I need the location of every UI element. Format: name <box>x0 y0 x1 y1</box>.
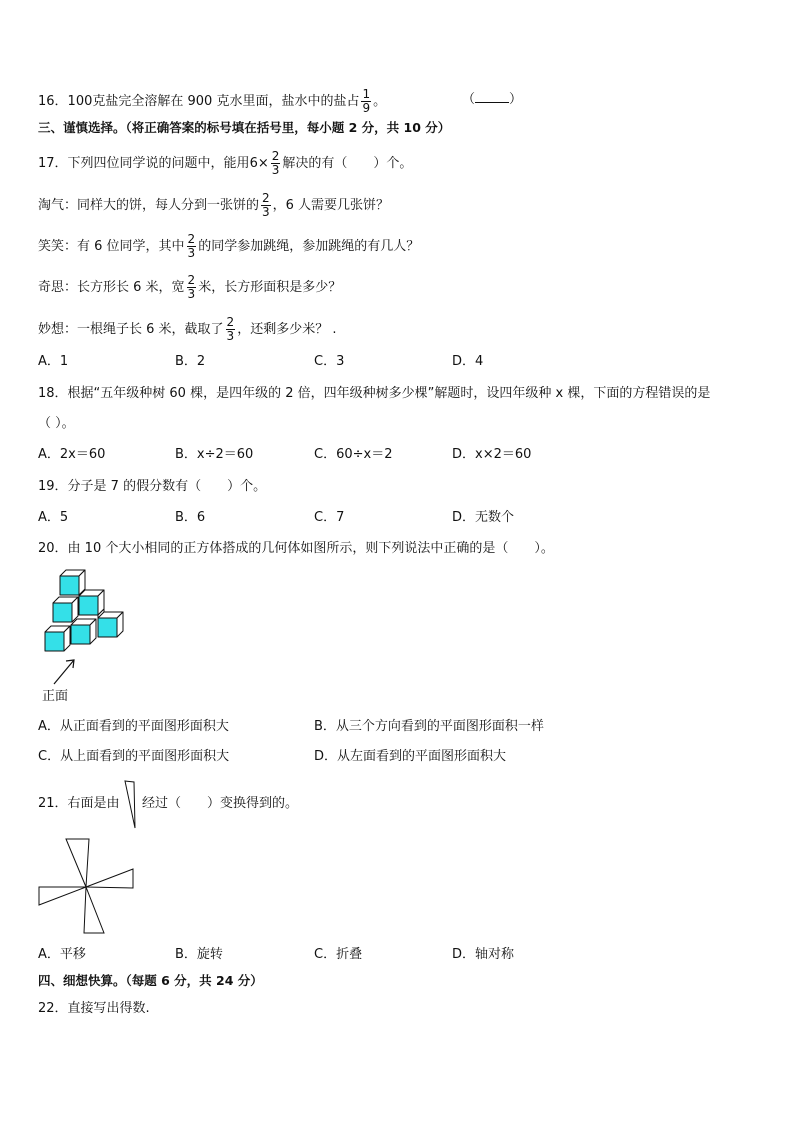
q21-option-c[interactable]: C．折叠 <box>314 947 363 962</box>
statement-fraction <box>261 192 271 219</box>
triangle-shape-icon <box>123 780 137 830</box>
paren-open: （ <box>462 92 476 107</box>
q21-number: 21． <box>38 796 68 811</box>
fraction-numerator: 2 <box>271 149 280 163</box>
q18-option-c[interactable]: C．60÷x＝2 <box>314 447 393 462</box>
fraction-denominator: 3 <box>226 329 235 343</box>
q19-option-a[interactable]: A．5 <box>38 510 69 525</box>
q20-text: 由 10 个大小相同的正方体搭成的几何体如图所示，则下列说法中正确的是（ ）。 <box>67 541 554 556</box>
fraction-numerator: 1 <box>362 87 371 101</box>
statement-fraction <box>187 233 197 260</box>
fraction-numerator: 2 <box>226 315 235 329</box>
q17-number: 17． <box>38 156 68 171</box>
section-4-title: 四、细想快算。（每题 6 分，共 24 分） <box>38 973 263 988</box>
q20-option-d[interactable]: D．从左面看到的平面图形面积大 <box>314 749 507 764</box>
question-16 <box>38 88 386 115</box>
statement-text: 笑笑：有 6 位同学，其中 <box>38 239 185 254</box>
q21-option-d[interactable]: D．轴对称 <box>452 947 515 962</box>
q20-option-c[interactable]: C．从上面看到的平面图形面积大 <box>38 749 230 764</box>
q21-text: 右面是由 <box>67 796 120 811</box>
q21-text-end: 经过（ ）变换得到的。 <box>142 796 299 811</box>
q17-option-b[interactable]: B．2 <box>175 354 206 369</box>
q18-number: 18． <box>38 386 68 401</box>
statement-text-end: ，6 人需要几张饼？ <box>272 198 390 213</box>
statement-text: 奇思：长方形长 6 米，宽 <box>38 280 185 295</box>
question-22 <box>38 1000 150 1018</box>
statement-text: 淘气：同样大的饼，每人分到一张饼的 <box>38 198 260 213</box>
q17-fraction <box>271 150 281 177</box>
q17-statement-4 <box>38 316 336 343</box>
fraction-numerator: 2 <box>187 232 196 246</box>
question-20 <box>38 540 554 558</box>
pinwheel-figure <box>36 836 136 936</box>
statement-fraction <box>226 316 236 343</box>
statement-text-end: 的同学参加跳绳，参加跳绳的有几人？ <box>198 239 420 254</box>
fraction-numerator: 2 <box>187 273 196 287</box>
q17-option-a[interactable]: A．1 <box>38 354 69 369</box>
fraction-numerator: 2 <box>262 191 270 205</box>
q17-text-end: 解决的有（ ）个。 <box>282 156 413 171</box>
q18-text-continued: （ ）。 <box>38 416 75 431</box>
q18-option-a[interactable]: A．2x＝60 <box>38 447 106 462</box>
statement-fraction <box>187 274 197 301</box>
fraction-denominator: 9 <box>362 101 371 115</box>
q19-option-b[interactable]: B．6 <box>175 510 206 525</box>
question-17 <box>38 150 412 177</box>
answer-underline[interactable] <box>475 90 509 103</box>
q17-statement-1 <box>38 192 389 219</box>
cube <box>98 612 123 637</box>
q19-option-c[interactable]: C．7 <box>314 510 345 525</box>
q17-statement-3 <box>38 274 341 301</box>
paren-close: ） <box>509 92 523 107</box>
q21-option-b[interactable]: B．旋转 <box>175 947 223 962</box>
q19-option-d[interactable]: D．无数个 <box>452 510 515 525</box>
cube <box>45 626 70 651</box>
question-21 <box>38 795 120 813</box>
front-arrow-icon <box>50 654 80 688</box>
q19-number: 19． <box>38 479 68 494</box>
q20-option-a[interactable]: A．从正面看到的平面图形面积大 <box>38 719 229 734</box>
q16-text-end: 。 <box>373 94 387 109</box>
q22-text: 直接写出得数. <box>67 1001 150 1016</box>
q18-text: 根据“五年级种树 60 棵，是四年级的 2 倍，四年级种树多少棵”解题时，设四年级种 x 棵，下面的方程错误的是 <box>67 386 711 401</box>
statement-text-end: ，还剩多少米？ . <box>237 322 337 337</box>
cube <box>71 619 96 644</box>
q16-fraction <box>361 88 371 115</box>
q16-answer-blank[interactable] <box>462 90 522 109</box>
q17-option-c[interactable]: C．3 <box>314 354 345 369</box>
q17-statement-2 <box>38 233 419 260</box>
q18-option-b[interactable]: B．x÷2＝60 <box>175 447 254 462</box>
question-19 <box>38 478 266 496</box>
cube-stack-figure <box>40 566 136 666</box>
q17-text: 下列四位同学说的问题中，能用 <box>67 156 250 171</box>
fraction-denominator: 3 <box>187 287 196 301</box>
cube <box>53 597 78 622</box>
cube <box>79 590 104 615</box>
q17-option-d[interactable]: D．4 <box>452 354 484 369</box>
q17-expression: 6× <box>249 156 269 171</box>
q20-option-b[interactable]: B．从三个方向看到的平面图形面积一样 <box>314 719 544 734</box>
fraction-denominator: 3 <box>271 163 280 177</box>
cube <box>60 570 85 595</box>
front-label: 正面 <box>42 689 69 704</box>
fraction-denominator: 3 <box>187 246 196 260</box>
q19-text: 分子是 7 的假分数有（ ）个。 <box>67 479 267 494</box>
fraction-denominator: 3 <box>262 205 270 219</box>
statement-text-end: 米，长方形面积是多少？ <box>198 280 342 295</box>
statement-text: 妙想：一根绳子长 6 米，截取了 <box>38 322 224 337</box>
q18-option-d[interactable]: D．x×2＝60 <box>452 447 532 462</box>
question-18 <box>38 385 710 403</box>
q16-text: 100克盐完全溶解在 900 克水里面，盐水中的盐占 <box>67 94 360 109</box>
q16-number: 16． <box>38 94 68 109</box>
q22-number: 22． <box>38 1001 68 1016</box>
q20-number: 20． <box>38 541 68 556</box>
section-3-title: 三、谨慎选择。（将正确答案的标号填在括号里，每小题 2 分，共 10 分） <box>38 120 451 135</box>
q21-option-a[interactable]: A．平移 <box>38 947 86 962</box>
cube-stack <box>45 570 123 651</box>
